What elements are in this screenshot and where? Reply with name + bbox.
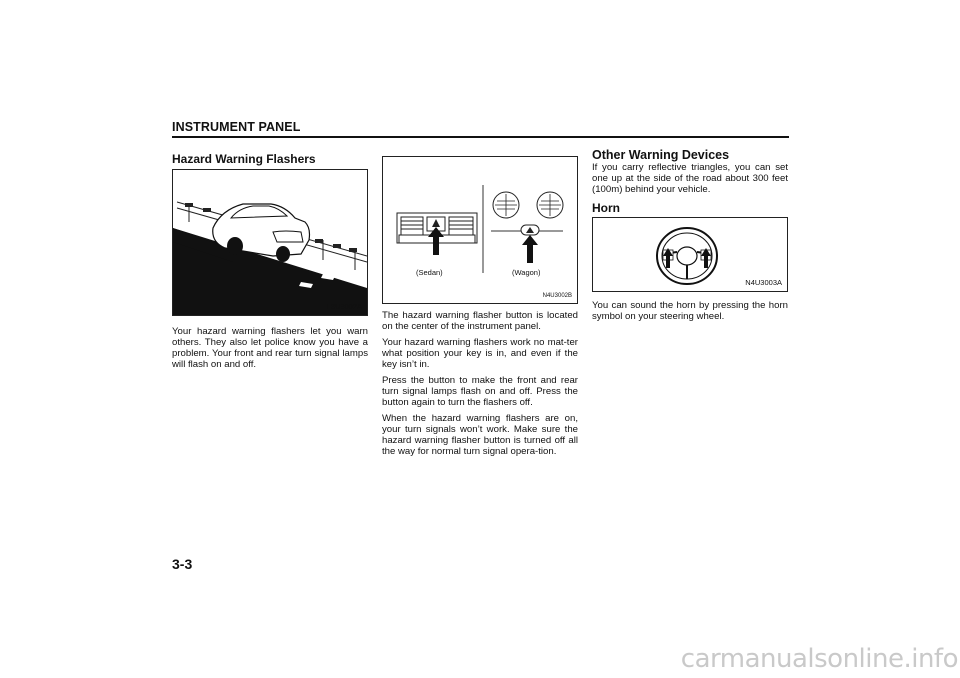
figure-steering-wheel [592, 217, 788, 292]
heading-other-warning-devices: Other Warning Devices [592, 148, 730, 162]
column-other-warning-devices [592, 148, 788, 327]
column-hazard-flashers [172, 152, 368, 375]
figure-code: N4U3002B [542, 293, 572, 299]
paragraph: Your hazard warning flashers let you warn others. They also let police know you have a problem. Your front and rear turn signal lamps will flash on and off. [172, 326, 368, 370]
figure-hazard-button [382, 156, 578, 304]
page-number: 3-3 [172, 556, 193, 572]
paragraph: If you carry reflective triangles, you can set one up at the side of the road about 300 feet (100m) behind your vehicle. [592, 162, 788, 195]
paragraph: When the hazard warning flashers are on, your turn signals won’t work. Make sure the hazard warning flasher button is turned off all the way for normal turn signal opera-tion. [382, 413, 578, 457]
paragraph: The hazard warning flasher button is located on the center of the instrument panel. [382, 310, 578, 332]
figure-car-roadside [172, 169, 368, 316]
heading-horn: Horn [592, 201, 620, 215]
heading-hazard-warning-flashers: Hazard Warning Flashers [172, 152, 316, 166]
header-rule [172, 136, 789, 138]
car-roadside-illustration [173, 170, 367, 315]
figure-code: N4U3003A [745, 278, 782, 287]
section-header: INSTRUMENT PANEL [172, 120, 301, 134]
label-sedan: (Sedan) [416, 268, 443, 277]
paragraph: You can sound the horn by pressing the horn symbol on your steering wheel. [592, 300, 788, 322]
label-wagon: (Wagon) [512, 268, 541, 277]
hazard-button-illustration [383, 157, 577, 303]
column-hazard-button [382, 156, 578, 462]
paragraph: Press the button to make the front and rear turn signal lamps flash on and off. Press the button again to turn the flashers off. [382, 375, 578, 408]
figure-code: L3U3002A [326, 302, 362, 311]
watermark: carmanualsonline.info [680, 644, 958, 674]
paragraph: Your hazard warning flashers work no mat-ter what position your key is in, and even if the key isn’t in. [382, 337, 578, 370]
